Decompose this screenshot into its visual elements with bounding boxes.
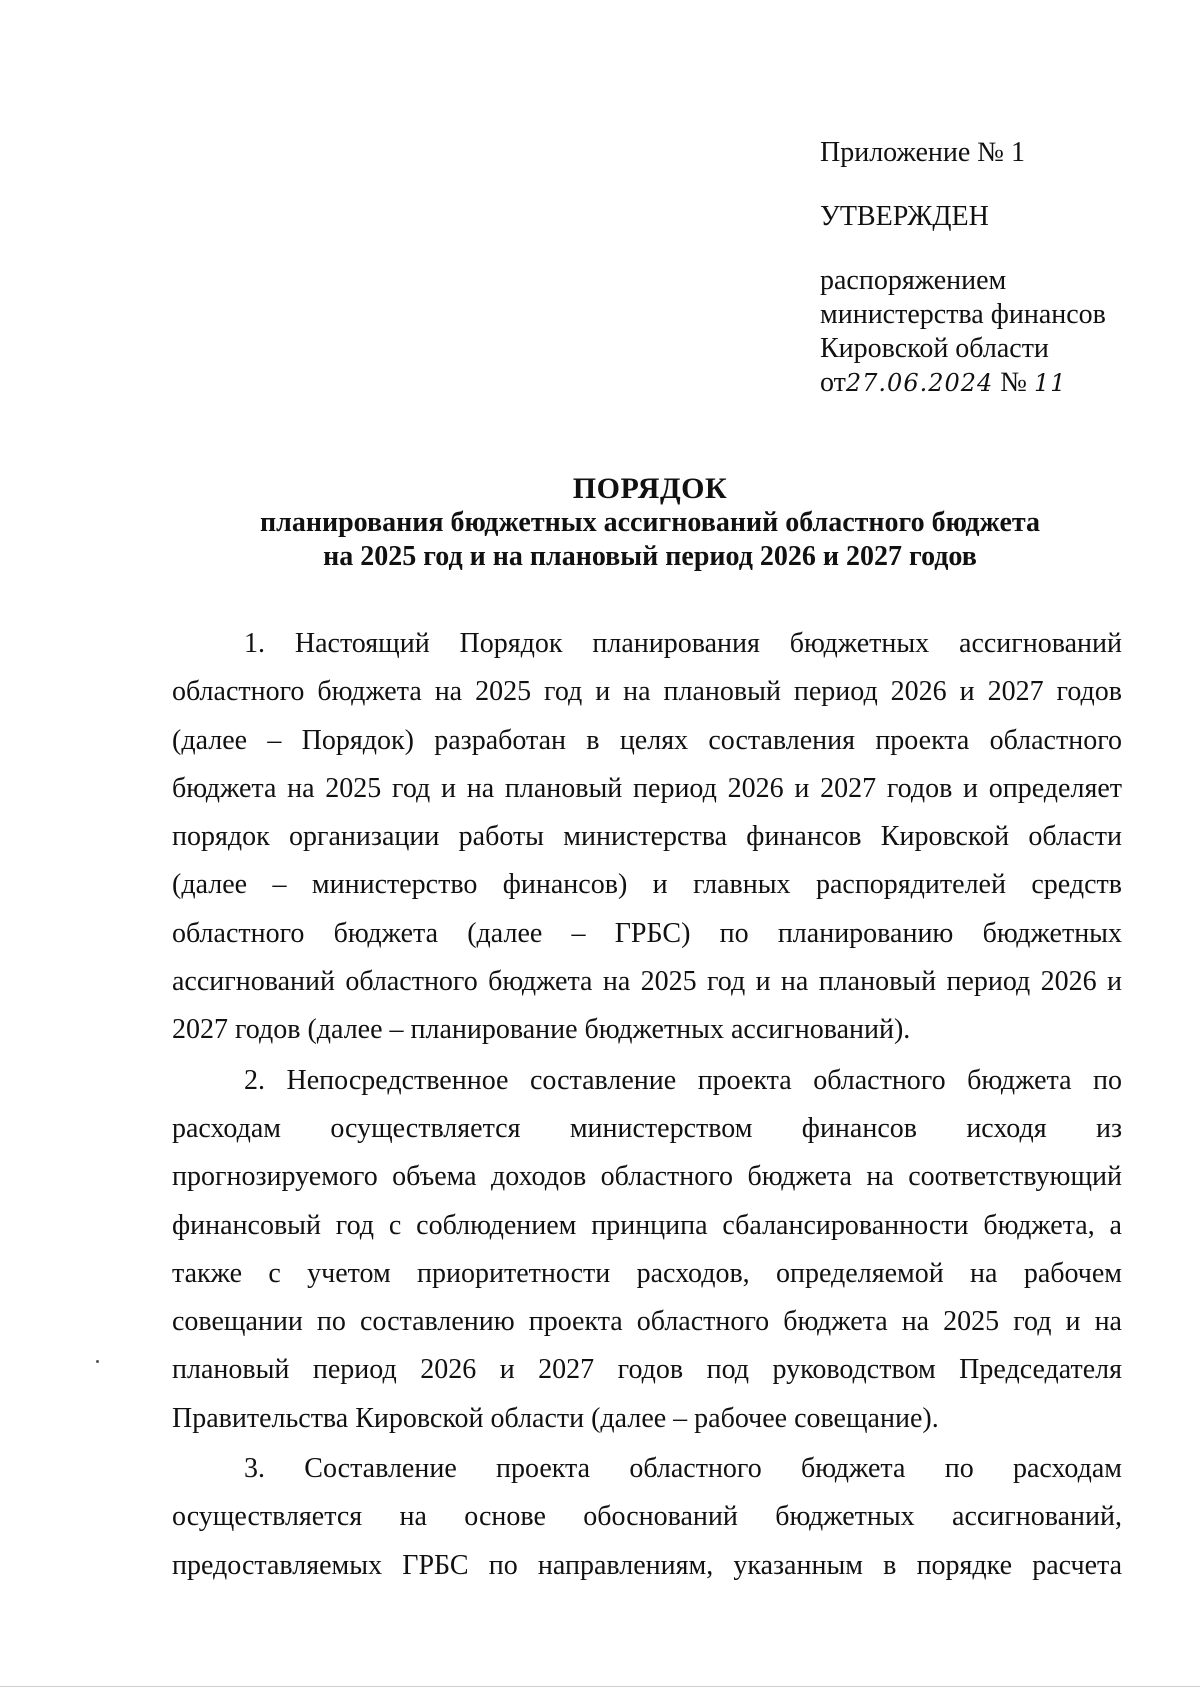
paragraph-2: 2. Непосредственное составление проекта областного бюджета по расходам осуществляется министерством финансов исходя из прогнозируемого объема доходов областного бюджета на соответствующий финансовый год с соблюдением принципа сбалансированности бюджета, а также с учетом приоритетности расходов, определяемой на рабочем совещании по составлению проекта областного бюджета на 2025 год и на плановый период 2026 и 2027 годов под руководством Председателя Правительства Кировской области (далее – рабочее совещание). — [172, 1064, 1122, 1434]
scan-speck — [96, 1360, 99, 1363]
approval-date-line — [820, 366, 1180, 400]
handwritten-date: 27.06.2024 — [845, 369, 994, 397]
document-title — [170, 472, 1130, 574]
document-body — [172, 620, 1122, 1590]
title-main: ПОРЯДОК — [572, 472, 728, 505]
appendix-label: Приложение № 1 — [820, 137, 1025, 168]
scan-edge-line — [0, 1686, 1200, 1687]
approval-line-1: распоряжением — [820, 265, 1007, 296]
date-prefix: от — [820, 367, 846, 398]
title-line-2: планирования бюджетных ассигнований областного бюджета — [259, 507, 1040, 538]
approval-line-2: министерства финансов — [820, 299, 1106, 330]
approval-line-3: Кировской области — [820, 333, 1049, 364]
title-line-3: на 2025 год и на плановый период 2026 и 2027 годов — [323, 541, 977, 572]
paragraph-1: 1. Настоящий Порядок планирования бюджетных ассигнований областного бюджета на 2025 год и на плановый период 2026 и 2027 годов (далее – Порядок) разработан в целях составления проекта областного бюджета на 2025 год и на плановый период 2026 и 2027 годов и определяет порядок организации работы министерства финансов Кировской области (далее – министерство финансов) и главных распорядителей средств областного бюджета (далее – ГРБС) по планированию бюджетных ассигнований областного бюджета на 2025 год и на плановый период 2026 и 2027 годов (далее – планирование бюджетных ассигнований). — [172, 628, 1122, 1046]
approval-block — [820, 136, 1180, 400]
number-prefix: № — [1000, 367, 1028, 398]
approved-stamp-text: УТВЕРЖДЕН — [820, 201, 989, 232]
paragraph-3: 3. Составление проекта областного бюджета по расходам осуществляется на основе обоснований бюджетных ассигнований, предоставляемых ГРБС по направлениям, указанным в порядке расчета — [172, 1453, 1122, 1581]
handwritten-number: 11 — [1034, 369, 1067, 397]
